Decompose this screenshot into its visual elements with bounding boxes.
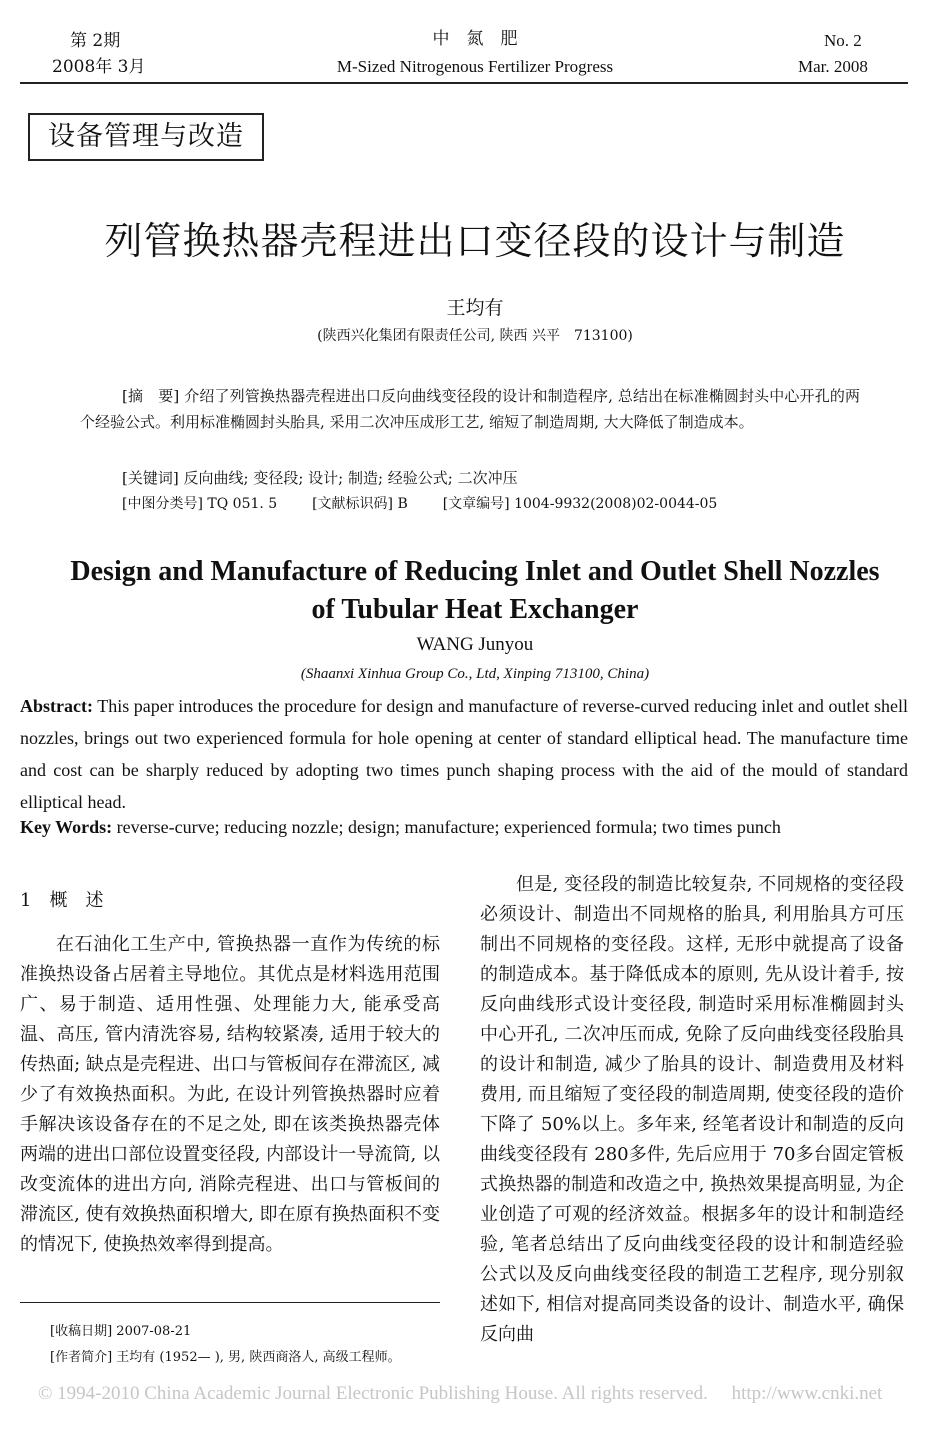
issue-cn: 第 2期 (70, 31, 121, 51)
clc-label: [中图分类号] (122, 496, 203, 512)
author-en: WANG Junyou (416, 634, 534, 655)
received-label: [收稿日期] (50, 1324, 113, 1339)
affiliation-en: (Shaanxi Xinhua Group Co., Ltd, Xinping 713100, China) (300, 666, 650, 682)
clc-code: TQ 051. 5 (207, 496, 278, 512)
author-info-label: [作者简介] (50, 1350, 113, 1365)
date-cn: 2008年 3月 (52, 57, 146, 77)
affiliation-cn: (陕西兴化集团有限责任公司, 陕西 兴平 713100) (317, 328, 633, 344)
section-label: 设备管理与改造 (28, 113, 264, 161)
keywords-en-label: Key Words: (20, 817, 113, 837)
footnote-rule (20, 1302, 440, 1303)
title-en-line2: of Tubular Heat Exchanger (311, 594, 639, 625)
abstract-en (20, 690, 908, 818)
body-left-paragraph: 在石油化工生产中, 管换热器一直作为传统的标准换热设备占居着主导地位。其优点是材料选用范围广、易于制造、适用性强、处理能力大, 能承受高温、高压, 管内清洗容易, 结构较紧凑, 适用于较大的传热面; 缺点是壳程进、出口与管板间存在滞流区, 减少了有效换热面积。为此, 在设计列管换热器时应着手解决该设备存在的不足之处, 即在该类换热器壳体两端的进出口部位设置变径段, 内部设计一导流筒, 以改变流体的进出方向, 消除壳程进、出口与管板间的滞流区, 使有效换热面积增大, 即在原有换热面积不变的情况下, 使换热效率得到提高。 (20, 934, 440, 1255)
journal-cn: 中 氮 肥 (432, 29, 518, 49)
footnote-received (50, 1318, 191, 1346)
header-rule (20, 82, 908, 84)
abstract-cn-text: 介绍了列管换热器壳程进出口反向曲线变径段的设计和制造程序, 总结出在标准椭圆封头中心开孔的两个经验公式。利用标准椭圆封头胎具, 采用二次冲压成形工艺, 缩短了制造周期, 大大降低了制造成本。 (80, 387, 860, 431)
title-cn: 列管换热器壳程进出口变径段的设计与制造 (104, 219, 846, 263)
author-cn: 王均有 (446, 297, 504, 319)
keywords-cn-text: 反向曲线; 变径段; 设计; 制造; 经验公式; 二次冲压 (183, 469, 518, 487)
keywords-cn-label: [关键词] (122, 469, 179, 487)
doc-code: B (397, 496, 408, 512)
abstract-en-label: Abstract: (20, 696, 93, 716)
received-date: 2007-08-21 (116, 1324, 192, 1339)
article-no: 1004-9932(2008)02-0044-05 (514, 496, 718, 512)
body-right-paragraph: 但是, 变径段的制造比较复杂, 不同规格的变径段必须设计、制造出不同规格的胎具, 利用胎具方可压制出不同规格的变径段。这样, 无形中就提高了设备的制造成本。基于降低成本的原则, 先从设计着手, 按反向曲线形式设计变径段, 制造时采用标准椭圆封头中心开孔, 二次冲压而成, 免除了反向曲线变径段胎具的设计和制造, 减少了胎具的设计、制造费用及材料费用, 而且缩短了变径段的制造周期, 使变径段的造价下降了 50%以上。多年来, 经笔者设计和制造的反向曲线变径段有 280多件, 先后应用于 70多台固定管板式换热器的制造和改造之中, 换热效果提高明显, 为企业创造了可观的经济效益。根据多年的设计和制造经验, 笔者总结出了反向曲线变径段的设计和制造经验公式以及反向曲线变径段的制造工艺程序, 现分别叙述如下, 相信对提高同类设备的设计、制造水平, 确保反向曲 (480, 874, 904, 1345)
journal-en: M-Sized Nitrogenous Fertilizer Progress (336, 57, 614, 76)
classification-line (122, 491, 717, 517)
keywords-en-text: reverse-curve; reducing nozzle; design; manufacture; experienced formula; two times punch (116, 817, 781, 837)
abstract-cn-label: [摘 要] (122, 387, 180, 405)
doc-code-label: [文献标识码] (312, 496, 394, 512)
keywords-cn (122, 465, 518, 491)
footnote-author (20, 1344, 440, 1372)
section-heading: 1 概 述 (20, 890, 104, 911)
keywords-en (20, 811, 908, 843)
article-no-label: [文章编号] (442, 496, 510, 512)
abstract-en-text: This paper introduces the procedure for design and manufacture of reverse-curved reducing inlet and outlet shell nozzles, brings out two experienced formula for hole opening at center of standard elliptical head. The manufacture time and cost can be sharply reduced by adopting two times punch shaping process with the aid of the mould of standard elliptical head. (20, 696, 908, 812)
author-info-text: 王均有 (1952— ), 男, 陕西商洛人, 高级工程师。 (116, 1350, 401, 1365)
copyright-watermark: © 1994-2010 China Academic Journal Electronic Publishing House. All rights reserved. http://www.cnki.net (38, 1383, 883, 1404)
abstract-cn (80, 383, 860, 435)
date-en: Mar. 2008 (798, 57, 868, 76)
title-en-line1: Design and Manufacture of Reducing Inlet and Outlet Shell Nozzles (70, 556, 880, 587)
issue-en: No. 2 (824, 31, 862, 50)
